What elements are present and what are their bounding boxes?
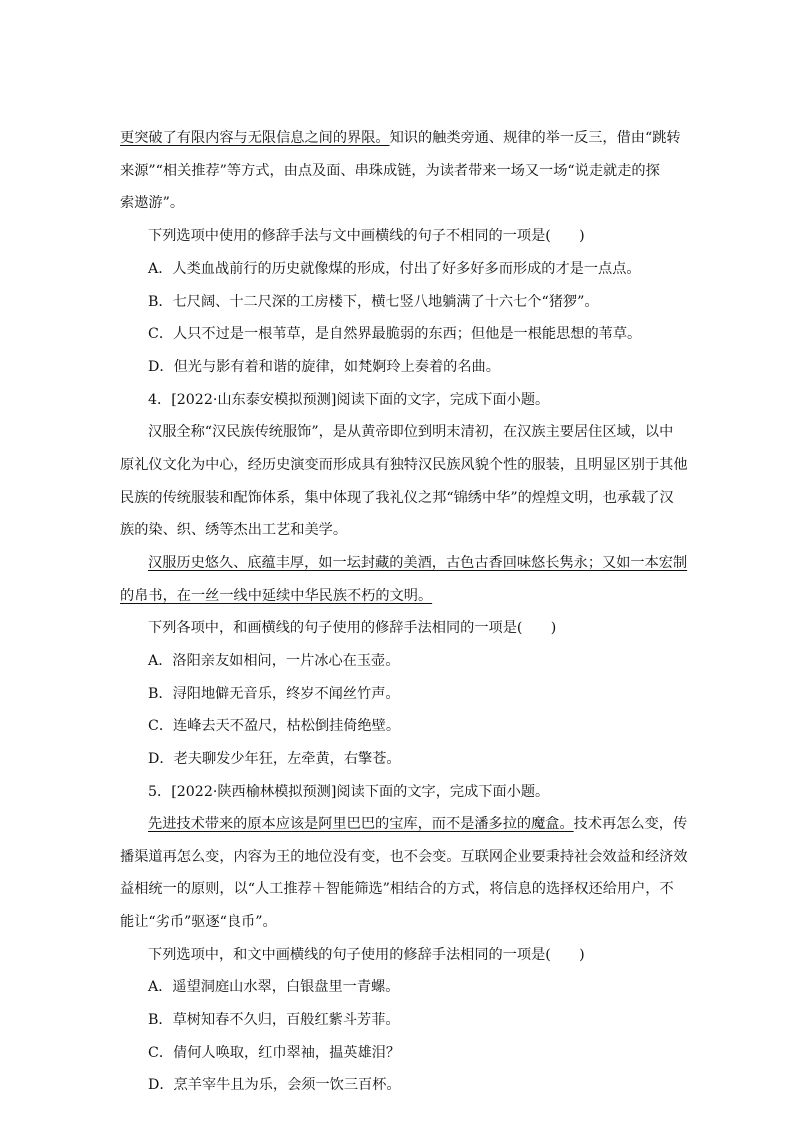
question4-paragraph-line: 民族的传统服装和配饰体系，集中体现了我礼仪之邦“锦绣中华”的煌煌文明，也承载了汉 (120, 490, 674, 506)
passage-text: 知识的触类旁通、规律的举一反三，借由“跳转 (389, 130, 681, 146)
question5-paragraph-line: 益相统一的原则，以“人工推荐＋智能筛选”相结合的方式，将信息的选择权还给用户，不 (120, 881, 674, 897)
question5-option-b: B．草树知春不久归，百般红紫斗芳菲。 (148, 1012, 400, 1028)
underlined-sentence: 先进技术带来的原本应该是阿里巴巴的宝库，而不是潘多拉的魔盒。 (148, 816, 574, 832)
question4-option-a: A．洛阳亲友如相问，一片冰心在玉壶。 (148, 653, 400, 669)
question5-paragraph-line (148, 814, 688, 834)
question3-option-d: D．但光与影有着和谐的旋律，如梵婀玲上奏着的名曲。 (148, 359, 500, 375)
question5-prompt: 下列选项中，和文中画横线的句子使用的修辞手法相同的一项是( ) (148, 947, 585, 963)
passage3-line: 来源”“相关推荐”等方式，由点及面、串珠成链，为读者带来一场又一场“说走就走的探 (120, 163, 660, 179)
question3-option-c: C．人只不过是一根苇草，是自然界最脆弱的东西；但他是一根能思想的苇草。 (148, 326, 642, 342)
question4-underlined-line (120, 586, 680, 606)
question4-option-c: C．连峰去天不盈尺，枯松倒挂倚绝壁。 (148, 718, 401, 734)
question4-prompt: 下列各项中，和画横线的句子使用的修辞手法相同的一项是( ) (148, 620, 557, 636)
question3-prompt: 下列选项中使用的修辞手法与文中画横线的句子不相同的一项是( ) (148, 228, 585, 244)
question4-header: 4．[2022·山东泰安模拟预测]阅读下面的文字，完成下面小题。 (148, 392, 550, 408)
question5-header: 5．[2022·陕西榆林模拟预测]阅读下面的文字，完成下面小题。 (148, 784, 550, 800)
question4-option-d: D．老夫聊发少年狂，左牵黄，右擎苍。 (148, 751, 401, 767)
question3-option-b: B．七尺阔、十二尺深的工房楼下，横七竖八地躺满了十六七个“猪猡”。 (148, 294, 599, 310)
question5-paragraph-line: 能让“劣币”驱逐“良币”。 (120, 914, 277, 930)
underlined-sentence: 更突破了有限内容与无限信息之间的界限。 (120, 130, 390, 146)
underlined-sentence: 汉服历史悠久、底蕴丰厚，如一坛封藏的美酒，古色古香回味悠长隽永；又如一本宏制 (148, 555, 688, 571)
question4-option-b: B．浔阳地僻无音乐，终岁不闻丝竹声。 (148, 686, 400, 702)
passage-text: 技术再怎么变，传 (573, 816, 688, 832)
question4-paragraph-line: 汉服全称“汉民族传统服饰”，是从黄帝即位到明末清初，在汉族主要居住区域，以中 (148, 424, 674, 440)
question5-option-c: C．倩何人唤取，红巾翠袖，揾英雄泪？ (148, 1045, 401, 1061)
question4-paragraph-line: 族的染、织、绣等杰出工艺和美学。 (120, 522, 348, 538)
question5-option-a: A．遥望洞庭山水翠，白银盘里一青螺。 (148, 979, 400, 995)
question4-underlined-line (148, 553, 688, 573)
underlined-sentence: 的帛书，在一丝一线中延续中华民族不朽的文明。 (120, 588, 433, 604)
passage3-line (120, 128, 680, 148)
question3-option-a: A．人类血战前行的历史就像煤的形成，付出了好多好多而形成的才是一点点。 (148, 261, 641, 277)
question5-option-d: D．烹羊宰牛且为乐，会须一饮三百杯。 (148, 1077, 401, 1093)
passage3-line: 索遨游”。 (120, 195, 185, 211)
question4-paragraph-line: 原礼仪文化为中心，经历史演变而形成具有独特汉民族风貌个性的服装，且明显区别于其他 (120, 457, 688, 473)
question5-paragraph-line: 播渠道再怎么变，内容为王的地位没有变，也不会变。互联网企业要秉持社会效益和经济效 (120, 849, 688, 865)
